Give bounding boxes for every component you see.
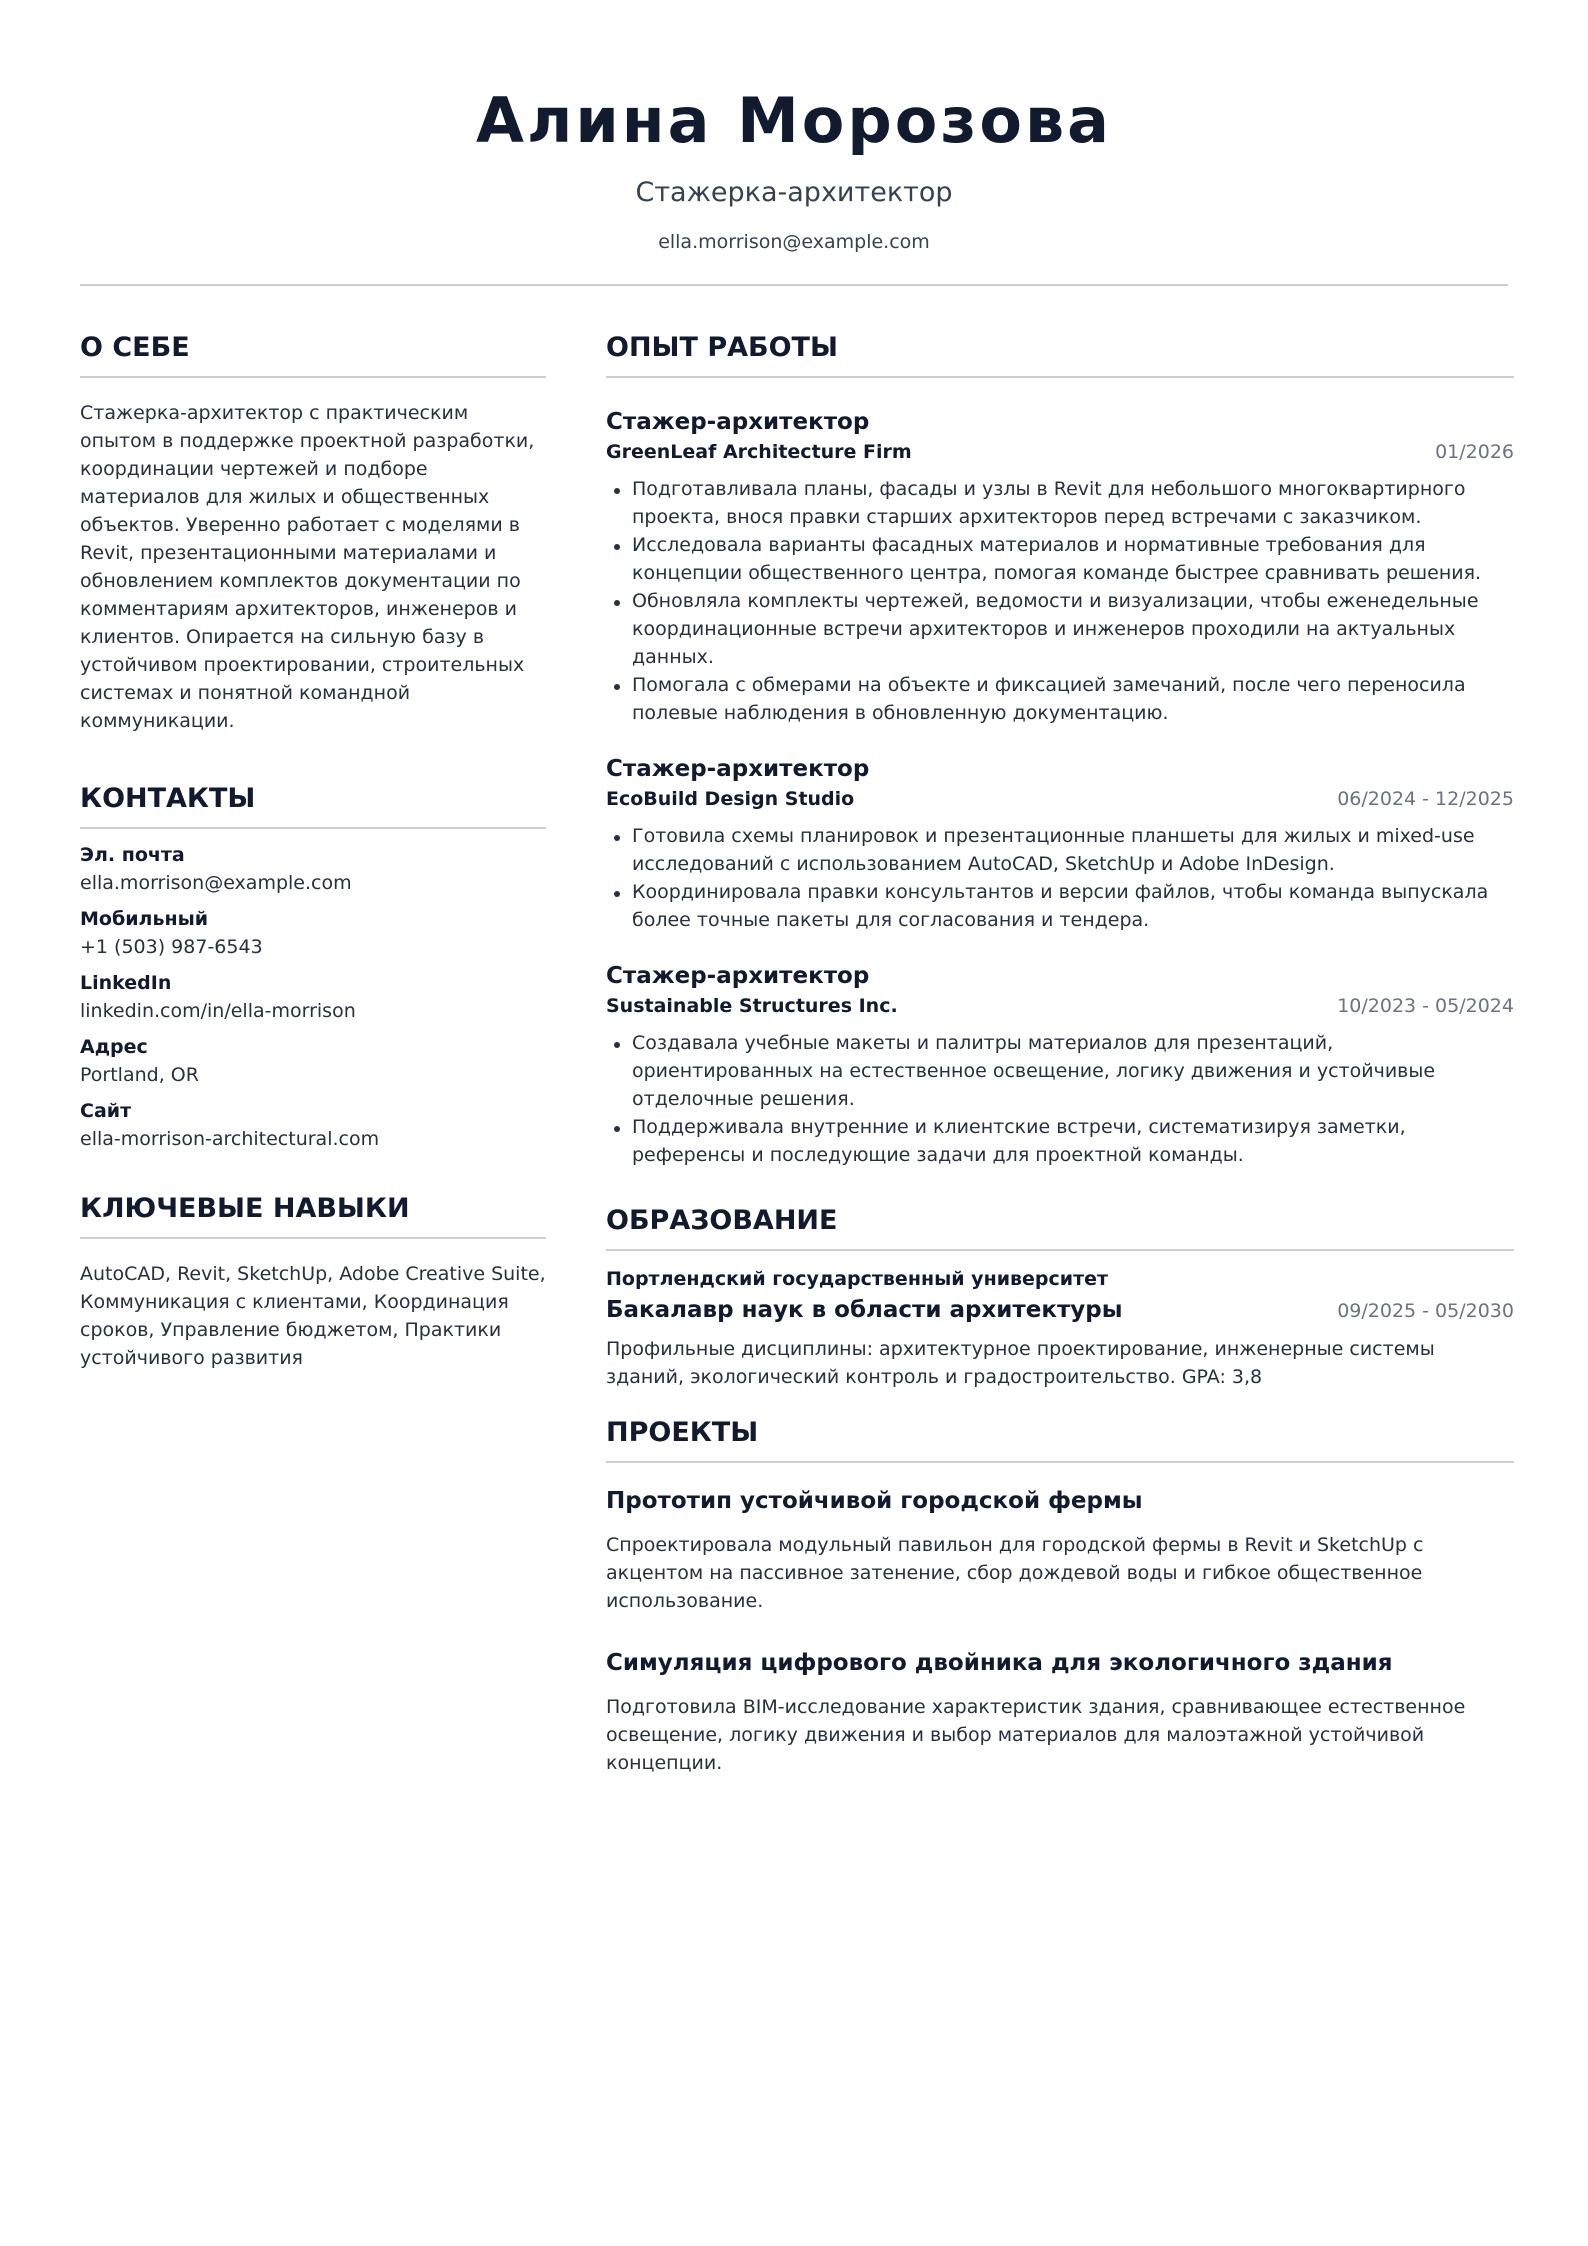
contact-linkedin [80, 969, 546, 1025]
education-degree: Бакалавр наук в области архитектуры [606, 1297, 1123, 1323]
education-title: ОБРАЗОВАНИЕ [606, 1203, 1514, 1251]
education-entry [606, 1265, 1514, 1391]
skills-section [80, 1191, 546, 1372]
projects-section [606, 1415, 1514, 1777]
job-company: GreenLeaf Architecture Firm [606, 441, 912, 463]
job-bullet: Создавала учебные макеты и палитры материалов для презентаций, ориентированных на естественное освещение, логику движения и устойчивые отделочные решения. [606, 1029, 1514, 1113]
contact-label: Сайт [80, 1100, 132, 1122]
job-title: Стажер-архитектор [606, 756, 870, 782]
job-bullet: Обновляла комплекты чертежей, ведомости и визуализации, чтобы еженедельные координационные встречи архитекторов и инженеров проходили на актуальных данных. [606, 587, 1514, 671]
job-bullets [606, 475, 1514, 727]
contact-value: +1 (503) 987-6543 [80, 936, 263, 958]
education-meta [606, 1293, 1514, 1327]
project-entry [606, 1485, 1514, 1615]
job-bullet: Координировала правки консультантов и версии файлов, чтобы команда выпускала более точные пакеты для согласования и тендера. [606, 878, 1514, 934]
about-text: Стажерка-архитектор с практическим опытом в поддержке проектной разработки, координации чертежей и подборе материалов для жилых и общественных объектов. Уверенно работает с моделями в Revit, презентационными материалами и обновлением комплектов документации по комментариям архитекторов, инженеров и клиентов. Опирается на сильную базу в устойчивом проектировании, строительных системах и понятной командной коммуникации. [80, 402, 535, 732]
job-entry [606, 960, 1514, 1169]
job-entry [606, 406, 1514, 727]
project-title: Прототип устойчивой городской фермы [606, 1488, 1143, 1514]
skills-title: КЛЮЧЕВЫЕ НАВЫКИ [80, 1191, 546, 1239]
job-dates: 10/2023 - 05/2024 [1337, 995, 1514, 1017]
contact-value: linkedin.com/in/ella-morrison [80, 1000, 356, 1022]
project-title: Симуляция цифрового двойника для экологичного здания [606, 1650, 1393, 1676]
contact-label: Адрес [80, 1036, 148, 1058]
education-section [606, 1203, 1514, 1391]
header-divider [80, 284, 1508, 286]
contact-label: Эл. почта [80, 844, 185, 866]
resume-header [80, 0, 1508, 286]
job-meta [606, 438, 1514, 466]
job-bullet: Подготавливала планы, фасады и узлы в Revit для небольшого многоквартирного проекта, внося правки старших архитекторов перед встречами с заказчиком. [606, 475, 1514, 531]
skills-text: AutoCAD, Revit, SketchUp, Adobe Creative Suite, Коммуникация с клиентами, Координация сроков, Управление бюджетом, Практики устойчивого развития [80, 1263, 546, 1369]
job-bullets [606, 822, 1514, 934]
job-meta [606, 992, 1514, 1020]
job-bullet: Готовила схемы планировок и презентационные планшеты для жилых и mixed-use исследований с использованием AutoCAD, SketchUp и Adobe InDesign. [606, 822, 1514, 878]
job-dates: 01/2026 [1435, 441, 1514, 463]
job-bullet: Исследовала варианты фасадных материалов и нормативные требования для концепции общественного центра, помогая команде быстрее сравнивать решения. [606, 531, 1514, 587]
about-title: О СЕБЕ [80, 330, 546, 378]
job-entry [606, 753, 1514, 934]
contact-label: LinkedIn [80, 972, 172, 994]
job-bullet: Помогала с обмерами на объекте и фиксацией замечаний, после чего переносила полевые наблюдения в обновленную документацию. [606, 671, 1514, 727]
project-entry [606, 1647, 1514, 1777]
education-description: Профильные дисциплины: архитектурное проектирование, инженерные системы зданий, экологический контроль и градостроительство. GPA: 3,8 [606, 1338, 1435, 1388]
left-column [80, 330, 546, 1777]
contact-label: Мобильный [80, 908, 209, 930]
contacts-title: КОНТАКТЫ [80, 781, 546, 829]
education-dates: 09/2025 - 05/2030 [1337, 1300, 1514, 1322]
header-email: ella.morrison@example.com [658, 231, 930, 253]
contacts-section [80, 781, 546, 1153]
candidate-name: Алина Морозова [475, 84, 1113, 157]
projects-title: ПРОЕКТЫ [606, 1415, 1514, 1463]
contact-value: ella-morrison-architectural.com [80, 1128, 380, 1150]
job-meta [606, 785, 1514, 813]
candidate-role: Стажерка-архитектор [635, 177, 953, 208]
contact-mobile [80, 905, 546, 961]
job-bullets [606, 1029, 1514, 1169]
right-column [606, 330, 1514, 1777]
job-title: Стажер-архитектор [606, 409, 870, 435]
contact-address [80, 1033, 546, 1089]
resume-columns [80, 330, 1514, 1777]
contact-value: ella.morrison@example.com [80, 872, 352, 894]
experience-section [606, 330, 1514, 1169]
job-bullet: Поддерживала внутренние и клиентские встречи, систематизируя заметки, референсы и последующие задачи для проектной команды. [606, 1113, 1514, 1169]
experience-title: ОПЫТ РАБОТЫ [606, 330, 1514, 378]
contacts-list [80, 841, 546, 1153]
contact-website [80, 1097, 546, 1153]
job-title: Стажер-архитектор [606, 963, 870, 989]
job-company: EcoBuild Design Studio [606, 788, 855, 810]
about-section [80, 330, 546, 735]
project-description: Спроектировала модульный павильон для городской фермы в Revit и SketchUp с акцентом на пассивное затенение, сбор дождевой воды и гибкое общественное использование. [606, 1534, 1424, 1612]
job-company: Sustainable Structures Inc. [606, 995, 898, 1017]
contact-email [80, 841, 546, 897]
project-description: Подготовила BIM-исследование характеристик здания, сравнивающее естественное освещение, логику движения и выбор материалов для малоэтажной устойчивой концепции. [606, 1696, 1466, 1774]
job-dates: 06/2024 - 12/2025 [1337, 788, 1514, 810]
education-school: Портлендский государственный университет [606, 1268, 1109, 1290]
contact-value: Portland, OR [80, 1064, 199, 1086]
